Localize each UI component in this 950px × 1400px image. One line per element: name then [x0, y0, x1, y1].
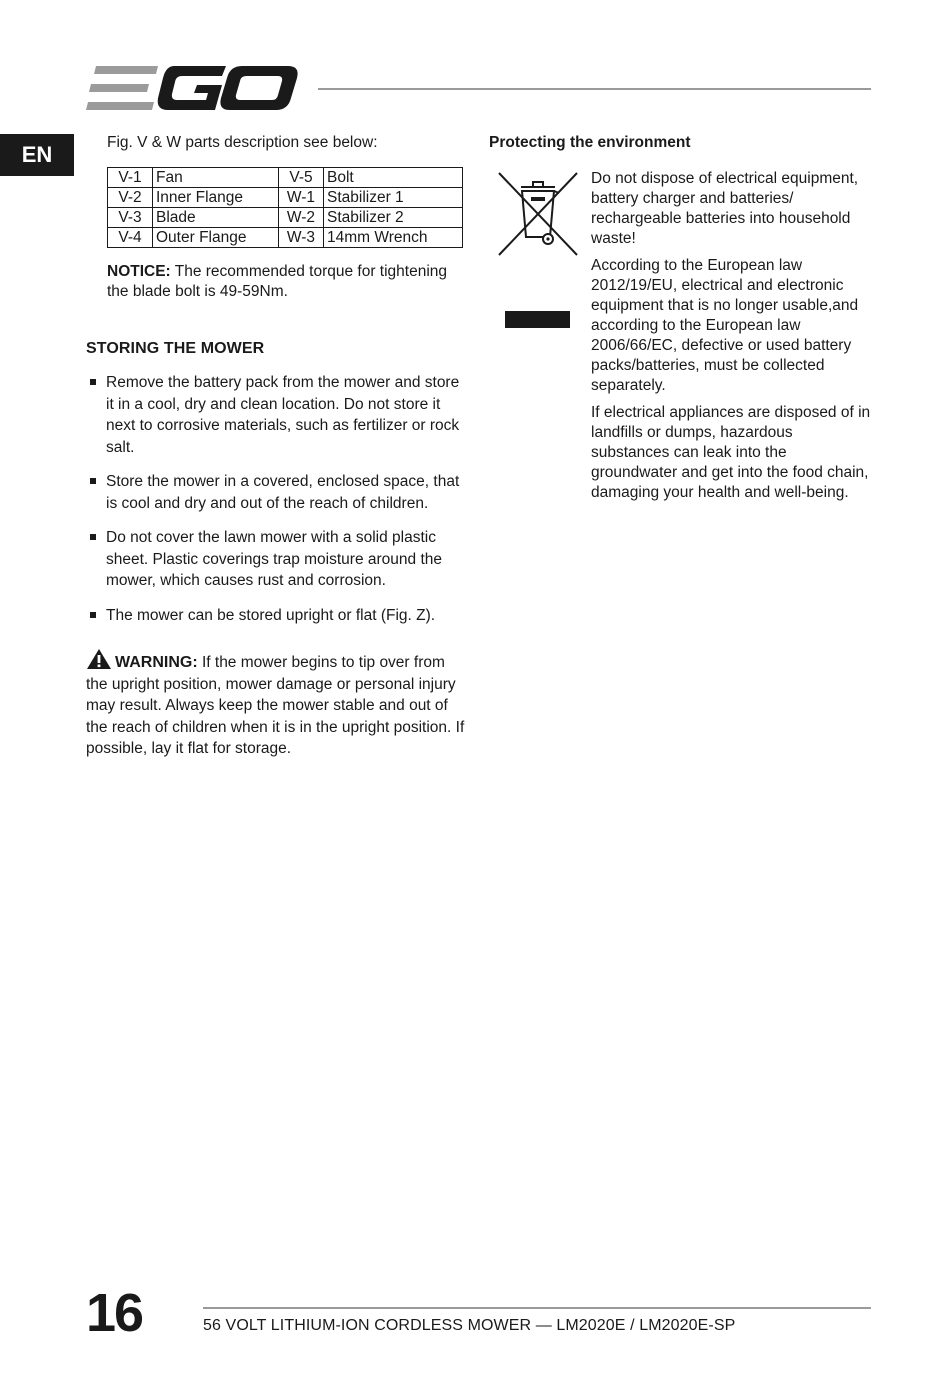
part-code: V-5 — [279, 168, 324, 188]
bullet-square-icon — [90, 478, 96, 484]
list-item-text: Remove the battery pack from the mower and store it in a cool, dry and clean location. Do not store it next to corrosive materials, such as fertilizer or rock salt. — [106, 374, 460, 456]
part-code: V-1 — [108, 168, 153, 188]
parts-table — [107, 167, 463, 248]
list-item-text: Do not cover the lawn mower with a solid plastic sheet. Plastic coverings trap moisture around the mower, which causes rust and corrosion. — [106, 529, 443, 589]
header-rule — [318, 88, 871, 90]
warning-triangle-icon — [86, 648, 112, 670]
table-row — [108, 208, 463, 228]
footer-product-title: 56 VOLT LITHIUM-ION CORDLESS MOWER — LM2020E / LM2020E-SP — [203, 1317, 736, 1334]
bullet-square-icon — [90, 612, 96, 618]
environment-text — [591, 169, 873, 503]
table-row — [108, 228, 463, 248]
part-code: W-2 — [279, 208, 324, 228]
ego-logo — [86, 62, 300, 114]
table-row — [108, 168, 463, 188]
part-code: V-3 — [108, 208, 153, 228]
environment-heading: Protecting the environment — [489, 134, 691, 151]
language-tab: EN — [0, 134, 74, 176]
bullet-square-icon — [90, 534, 96, 540]
warning-text: If the mower begins to tip over from the upright position, mower damage or personal injury may result. Always keep the mower stable and out of the reach of children when it is in the upright position. If possible, lay it flat for storage. — [86, 654, 465, 757]
part-name: Inner Flange — [153, 188, 279, 208]
part-name: Blade — [153, 208, 279, 228]
part-name: Stabilizer 2 — [324, 208, 463, 228]
storing-list — [86, 372, 470, 626]
notice — [107, 262, 470, 302]
list-item — [86, 527, 470, 592]
part-code: W-1 — [279, 188, 324, 208]
footer-rule — [203, 1307, 871, 1309]
warning — [86, 648, 470, 760]
part-code: V-2 — [108, 188, 153, 208]
list-item — [86, 372, 470, 458]
notice-text: The recommended torque for tightening the blade bolt is 49-59Nm. — [107, 263, 448, 300]
part-name: Outer Flange — [153, 228, 279, 248]
notice-label: NOTICE: — [107, 263, 171, 280]
list-item-text: Store the mower in a covered, enclosed space, that is cool and dry and out of the reach of children. — [106, 473, 460, 512]
part-name: 14mm Wrench — [324, 228, 463, 248]
crossed-out-wheelie-bin-icon — [497, 171, 579, 257]
paragraph: According to the European law 2012/19/EU, electrical and electronic equipment that is no longer usable,and according to the European law 2006/66/EC, defective or used battery packs/batteries, must be collected separately. — [591, 257, 859, 394]
part-code: V-4 — [108, 228, 153, 248]
part-name: Stabilizer 1 — [324, 188, 463, 208]
list-item-text: The mower can be stored upright or flat (Fig. Z). — [106, 606, 436, 624]
list-item — [86, 605, 470, 627]
table-row — [108, 188, 463, 208]
bullet-square-icon — [90, 379, 96, 385]
paragraph: Do not dispose of electrical equipment, battery charger and batteries/ rechargeable batteries into household waste! — [591, 170, 859, 247]
left-column — [86, 134, 470, 760]
paragraph: If electrical appliances are disposed of in landfills or dumps, hazardous substances can leak into the groundwater and get into the food chain, damaging your health and well-being. — [591, 404, 871, 501]
figure-caption: Fig. V & W parts description see below: — [107, 134, 378, 151]
separate-collection-bar — [505, 311, 570, 328]
part-name: Fan — [153, 168, 279, 188]
part-code: W-3 — [279, 228, 324, 248]
part-name: Bolt — [324, 168, 463, 188]
list-item — [86, 471, 470, 514]
section-heading-storing: STORING THE MOWER — [86, 340, 265, 357]
warning-label: WARNING: — [115, 654, 198, 671]
environment-body — [489, 169, 873, 503]
right-column — [489, 134, 873, 510]
page-number: 16 — [86, 1283, 143, 1343]
